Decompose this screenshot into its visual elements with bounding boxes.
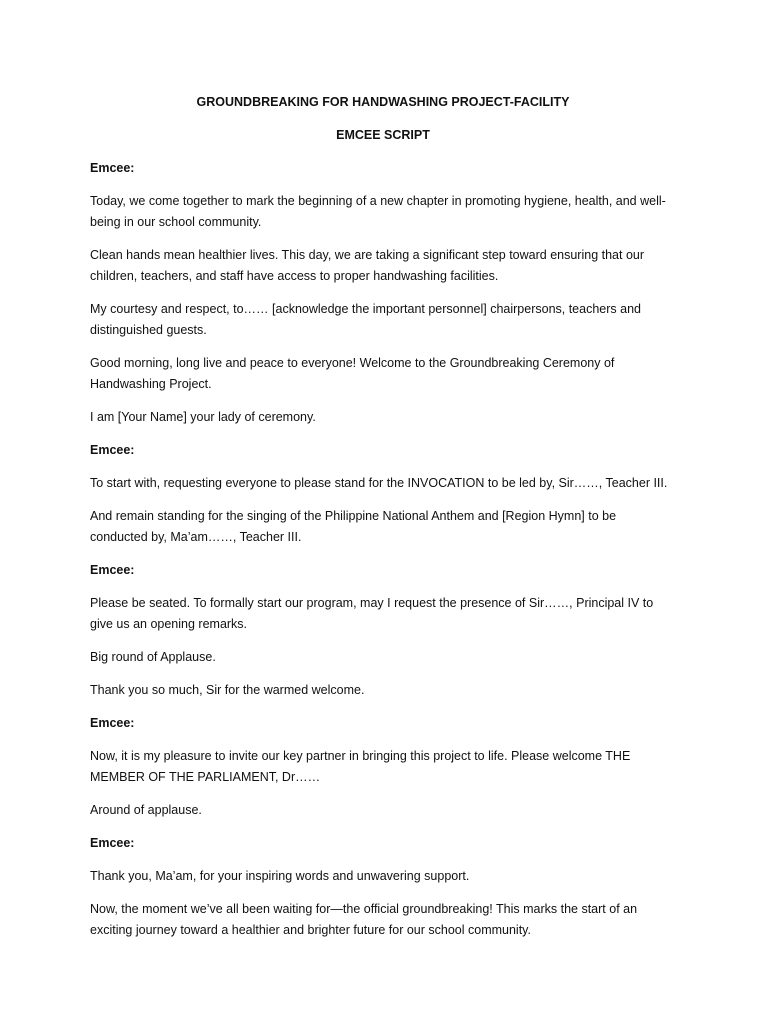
- script-paragraph: Thank you so much, Sir for the warmed welcome.: [90, 683, 365, 697]
- script-paragraph: To start with, requesting everyone to please stand for the INVOCATION to be led by, Sir……, Teacher III.: [90, 476, 668, 490]
- script-paragraph: Good morning, long live and peace to everyone! Welcome to the Groundbreaking Ceremony of Handwashing Project.: [90, 356, 615, 391]
- document-subtitle: EMCEE SCRIPT: [336, 128, 430, 142]
- script-paragraph: I am [Your Name] your lady of ceremony.: [90, 410, 316, 424]
- speaker-label: Emcee:: [90, 716, 135, 730]
- document-title: GROUNDBREAKING FOR HANDWASHING PROJECT-FACILITY: [196, 95, 570, 109]
- paragraph-list: [90, 158, 676, 941]
- speaker-label: Emcee:: [90, 161, 135, 175]
- script-paragraph: Thank you, Ma’am, for your inspiring words and unwavering support.: [90, 869, 470, 883]
- speaker-label: Emcee:: [90, 563, 135, 577]
- script-paragraph: Please be seated. To formally start our program, may I request the presence of Sir……, Principal IV to give us an opening remarks.: [90, 596, 654, 631]
- script-paragraph: Today, we come together to mark the beginning of a new chapter in promoting hygiene, health, and well-being in our school community.: [90, 194, 666, 229]
- script-paragraph: My courtesy and respect, to…… [acknowledge the important personnel] chairpersons, teachers and distinguished guests.: [90, 302, 641, 337]
- script-paragraph: Clean hands mean healthier lives. This day, we are taking a significant step toward ensuring that our children, teachers, and staff have access to proper handwashing facilities.: [90, 248, 645, 283]
- script-paragraph: Big round of Applause.: [90, 650, 216, 664]
- script-paragraph: Around of applause.: [90, 803, 202, 817]
- script-paragraph: Now, it is my pleasure to invite our key partner in bringing this project to life. Please welcome THE MEMBER OF THE PARLIAMENT, Dr……: [90, 749, 631, 784]
- script-paragraph: And remain standing for the singing of the Philippine National Anthem and [Region Hymn] to be conducted by, Ma’am……, Teacher III.: [90, 509, 617, 544]
- speaker-label: Emcee:: [90, 443, 135, 457]
- document-body: [90, 92, 676, 953]
- script-paragraph: Now, the moment we’ve all been waiting for—the official groundbreaking! This marks the start of an exciting journey toward a healthier and brighter future for our school community.: [90, 902, 638, 937]
- speaker-label: Emcee:: [90, 836, 135, 850]
